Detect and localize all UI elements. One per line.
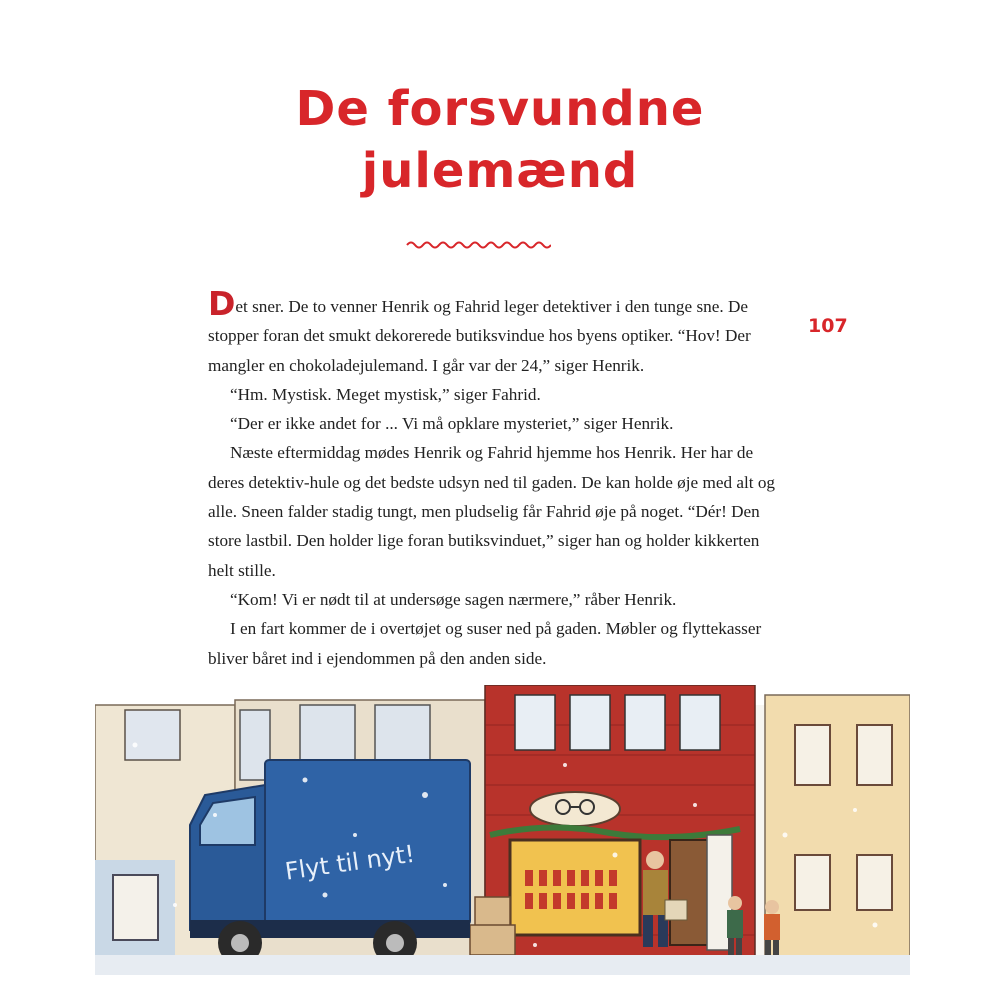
page-title	[0, 78, 1000, 202]
drop-cap: D	[208, 284, 236, 323]
paragraph-1	[208, 284, 788, 380]
title-line-2: julemænd	[361, 143, 639, 199]
title-line-1: De forsvundne	[295, 81, 705, 137]
wavy-divider	[405, 238, 551, 252]
paragraph-1-text: et sner. De to venner Henrik og Fahrid leger detektiver i den tunge sne. De stopper foran det smukt dekorerede butiksvindue hos byens optiker. “Hov! Der mangler en chokoladejulemand. I går var der 24,” siger Henrik.	[208, 297, 751, 375]
paragraph-2: “Hm. Mystisk. Meget mystisk,” siger Fahrid.	[230, 384, 541, 404]
paragraph-3: “Der er ikke andet for ... Vi må opklare mysteriet,” siger Henrik.	[230, 414, 674, 434]
street-illustration	[95, 685, 910, 975]
shop-window	[510, 840, 640, 935]
truck-slogan: Flyt til nyt!	[283, 839, 417, 886]
paragraph-4: Næste eftermiddag mødes Henrik og Fahrid hjemme hos Henrik. Her har de deres detektiv-hule og det bedste udsyn ned til gaden. De kan holde øje med alt og alle. Sneen falder stadig tungt, men pludselig får Fahrid øje på noget. “Dér! Den store lastbil. Den holder lige foran butiksvinduet,” siger han og holder kikkerten helt stille.	[208, 443, 776, 580]
story-text	[208, 284, 788, 673]
paragraph-6: I en fart kommer de i overtøjet og suser ned på gaden. Møbler og flyttekasser bliver båret ind i ejendommen på den anden side.	[208, 619, 762, 668]
page-number: 107	[808, 315, 848, 337]
paragraph-5: “Kom! Vi er nødt til at undersøge sagen nærmere,” råber Henrik.	[230, 589, 677, 609]
optician-sign	[530, 792, 620, 826]
moving-truck	[190, 760, 470, 965]
